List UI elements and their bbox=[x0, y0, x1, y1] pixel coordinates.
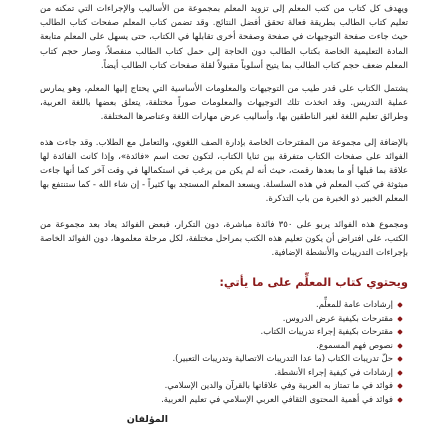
bullet-icon bbox=[397, 383, 403, 389]
tips-count-paragraph: ومجموع هذه الفوائد يربو على ٣٥٠ فائدة مباشرة، دون التكرار، فبعض الفوائد يعاد بعد مجموعة من الكتب، على افتراض أن يكون تعليم هذه الكتب بمراحل مختلفة، لكل مرحلة معلموها، دون الفوائد الخاصة بإجراءات التدريبات والأنشطة الإضافية. bbox=[40, 219, 408, 259]
list-item: نصوص فهم المسموع. bbox=[40, 339, 402, 353]
bullet-icon bbox=[397, 316, 403, 322]
list-item: فوائد في ما تمتاز به العربية وفي علاقاتها بالقرآن والدين الإسلامي. bbox=[40, 379, 402, 393]
list-item: مقترحات بكيفية عرض الدروس. bbox=[40, 312, 402, 326]
bullet-icon bbox=[397, 397, 403, 403]
list-item: حلّ تدريبات الكتاب (ما عدا التدريبات الاتصالية وتدريبات التعبير). bbox=[40, 352, 402, 366]
list-item: إرشادات عامة للمعلِّم. bbox=[40, 298, 402, 312]
guidance-paragraph: يشتمل الكتاب على قدر طيب من التوجيهات والمعلومات الأساسية التي يحتاج إليها المعلم، وهو يمارس عملية التدريس. وقد اتخذت تلك التوجيهات والمعلومات صوراً مختلفة، يتعلق بعضها باللغة العربية، وطرائق تعليم اللغة لغير الناطقين بها، وأساليب عرض مهارات اللغة وعناصرها المختلفة. bbox=[40, 84, 408, 123]
list-item: فوائد في أهمية المحتوى الثقافي العربي الإسلامي في تعليم العربية. bbox=[40, 393, 402, 407]
list-item: مقترحات بكيفية إجراء تدريبات الكتاب. bbox=[40, 325, 402, 339]
contents-heading: ويحتوي كتاب المعلِّم على ما يأتي: bbox=[219, 275, 408, 290]
intro-paragraph: ويهدف كل كتاب من كتب المعلم إلى تزويد المعلم بمجموعة من الأساليب والإجراءات التي تمكنه من تعليم كتاب الطالب بطريقة فعالة تحقق أفضل النتائج. وقد تضمن كتاب المعلم صفحات كتاب الطالب حيث جاءت صفحة التوجيهات في صفحة وصفحة أخرى تقابلها في الكتاب، حتى يسهل على المعلم متابعة المادة التعليمية الخاصة بكتاب الطالب دون الحاجة إلى حمل كتاب الطالب منفصلاً، وصار حجم كتاب المعلم ضعف حجم كتاب الطالب بما يتيح أسلوباً مقبولاً لقلة صفحات كتاب الطالب أيضاً. bbox=[40, 4, 408, 71]
bullet-icon bbox=[397, 370, 403, 376]
bullet-icon bbox=[397, 356, 403, 362]
contents-list bbox=[40, 298, 408, 406]
bullet-icon bbox=[397, 302, 403, 308]
bullet-icon bbox=[397, 329, 403, 335]
authors-signature: المؤلفان bbox=[126, 414, 168, 425]
list-item: إرشادات في كيفية إجراء الأنشطة. bbox=[40, 366, 402, 380]
bullet-icon bbox=[397, 343, 403, 349]
tips-paragraph: بالإضافة إلى مجموعة من المقترحات الخاصة بإدارة الصف اللغوي، والتعامل مع الطلاب. وقد جاءت هذه الفوائد على صفحات الكتاب متفرقة بين ثنايا الكتاب، لتكون تحت اسم «فائدة»، وإذا كانت الفائدة لها علاقة بما قبلها أو ما بعدها رقمت، حيث أنه لم يكن من يرغب في استكمالها في وقت آخر كما أنها جاءت مبثوثة في كتب المعلم في هذه السلسلة. ويسعد المعلم المستجد بها كثيراً - إن شاء الله - كما ستنتفع بها المعلم الخبير ذو الخبرة من باب التذكرة. bbox=[40, 137, 408, 205]
